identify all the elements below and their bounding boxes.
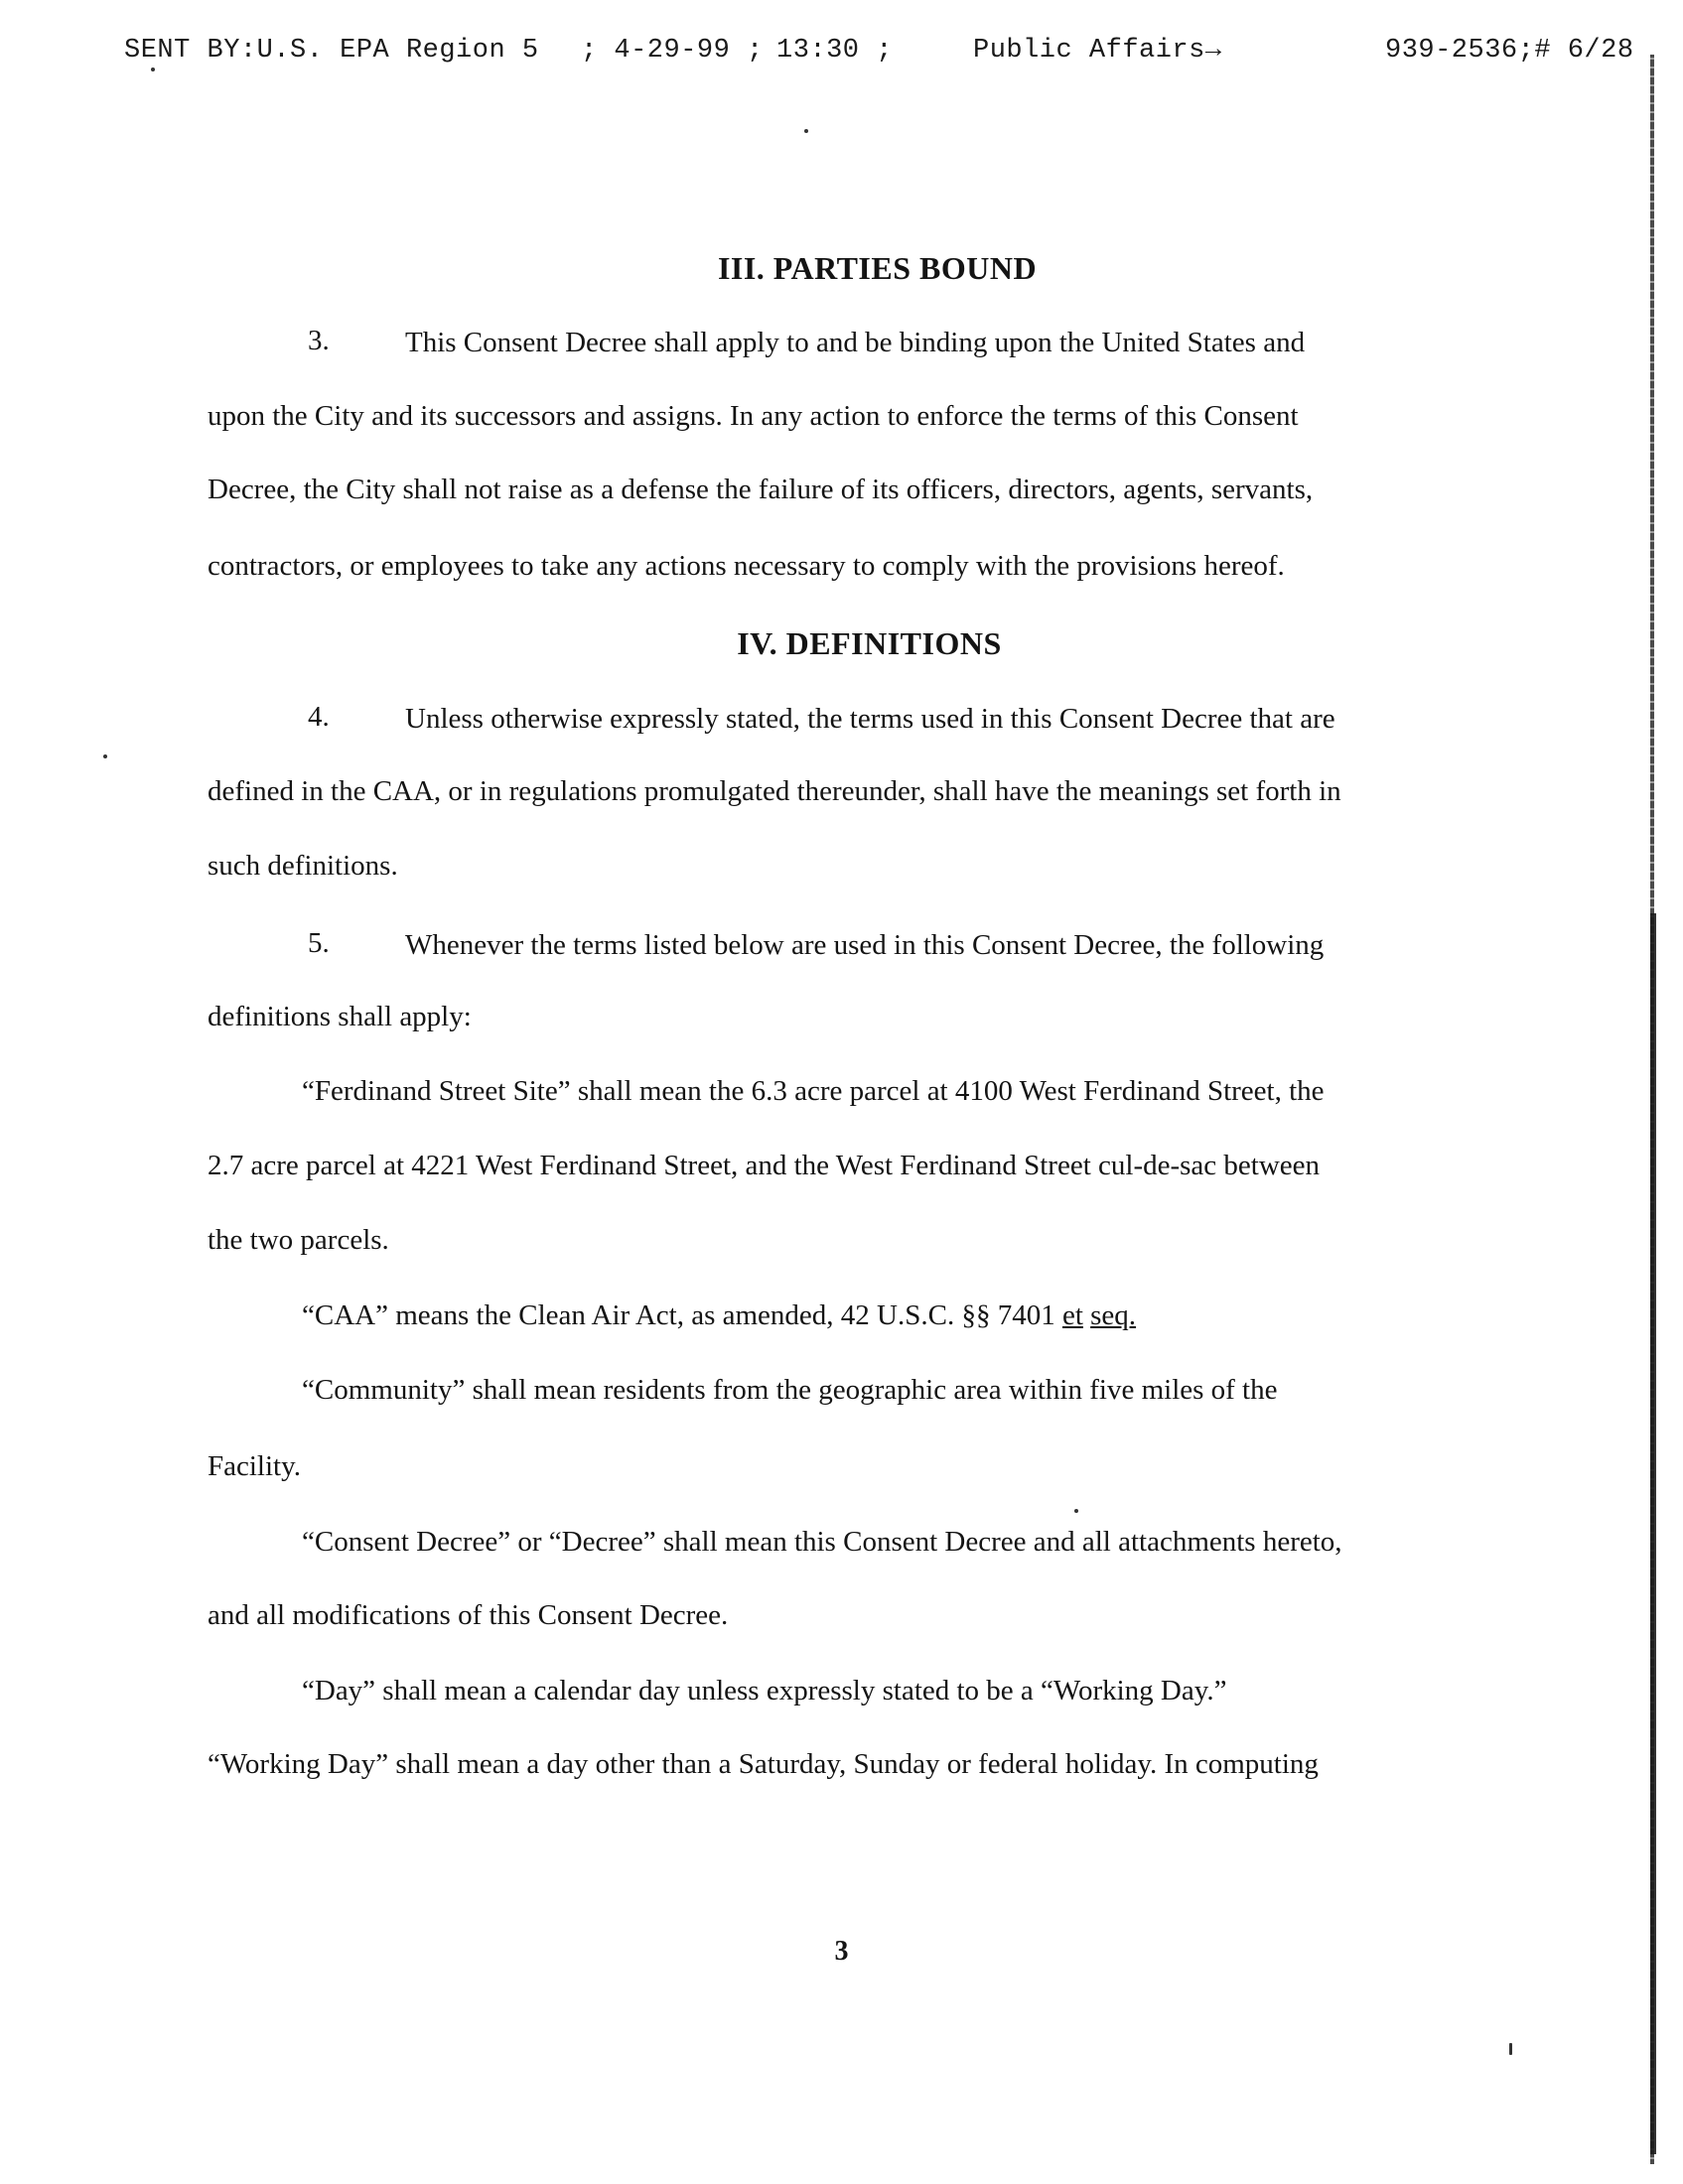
- section-heading-parties-bound: III. PARTIES BOUND: [717, 250, 1038, 286]
- paragraph-3-line: This Consent Decree shall apply to and be binding upon the United States and: [405, 327, 1306, 358]
- definition-working-day: “Working Day” shall mean a day other than a Saturday, Sunday or federal holiday. In computing: [208, 1748, 1319, 1780]
- paragraph-number-3: 3.: [308, 325, 330, 356]
- scan-speck: [151, 68, 155, 71]
- paragraph-number-4: 4.: [308, 701, 330, 733]
- paragraph-3-line: contractors, or employees to take any actions necessary to comply with the provisions hereof.: [208, 550, 1285, 582]
- fax-header: [0, 36, 1683, 95]
- scan-speck: [1509, 2043, 1512, 2055]
- definition-ferdinand-street-site: “Ferdinand Street Site” shall mean the 6.3 acre parcel at 4100 West Ferdinand Street, the: [302, 1075, 1325, 1107]
- definition-community: “Community” shall mean residents from the geographic area within five miles of the: [302, 1374, 1278, 1406]
- section-heading-definitions: IV. DEFINITIONS: [737, 625, 1002, 661]
- fax-date: ; 4-29-99 ;: [581, 36, 764, 66]
- definition-consent-decree-line: and all modifications of this Consent Decree.: [208, 1599, 729, 1631]
- definition-caa-seq: seq.: [1090, 1299, 1137, 1331]
- scan-edge-line-dark: [1650, 913, 1656, 2154]
- definition-consent-decree: “Consent Decree” or “Decree” shall mean this Consent Decree and all attachments hereto,: [302, 1526, 1342, 1558]
- paragraph-4-line: Unless otherwise expressly stated, the terms used in this Consent Decree that are: [405, 703, 1335, 735]
- definition-caa: [302, 1298, 1136, 1332]
- definition-caa-et: et: [1061, 1299, 1083, 1331]
- page-number: 3: [834, 1936, 849, 1967]
- definition-day: “Day” shall mean a calendar day unless expressly stated to be a “Working Day.”: [302, 1675, 1227, 1706]
- scan-speck: [804, 129, 808, 133]
- definition-ferdinand-line: the two parcels.: [208, 1224, 389, 1256]
- paragraph-4-line: such definitions.: [208, 850, 398, 882]
- paragraph-5-line: Whenever the terms listed below are used in this Consent Decree, the following: [405, 929, 1325, 961]
- fax-number-page: 939-2536;# 6/28: [1385, 36, 1634, 66]
- paragraph-5-line: definitions shall apply:: [208, 1001, 472, 1032]
- definition-community-line: Facility.: [208, 1450, 301, 1482]
- paragraph-3-line: Decree, the City shall not raise as a defense the failure of its officers, directors, agents, servants,: [208, 474, 1314, 505]
- fax-sender: SENT BY:U.S. EPA Region 5: [124, 36, 539, 66]
- fax-time: 13:30 ;: [776, 36, 893, 66]
- scan-speck: [1074, 1509, 1078, 1513]
- definition-ferdinand-line: 2.7 acre parcel at 4221 West Ferdinand Street, and the West Ferdinand Street cul-de-sac between: [208, 1150, 1321, 1181]
- scan-speck: [103, 754, 107, 758]
- paragraph-4-line: defined in the CAA, or in regulations promulgated thereunder, shall have the meanings set forth in: [208, 775, 1341, 807]
- definition-caa-text: “CAA” means the Clean Air Act, as amended, 42 U.S.C. §§ 7401: [302, 1299, 1062, 1331]
- paragraph-number-5: 5.: [308, 927, 330, 959]
- paragraph-3-line: upon the City and its successors and assigns. In any action to enforce the terms of this Consent: [208, 400, 1299, 432]
- fax-department: Public Affairs→: [973, 36, 1222, 66]
